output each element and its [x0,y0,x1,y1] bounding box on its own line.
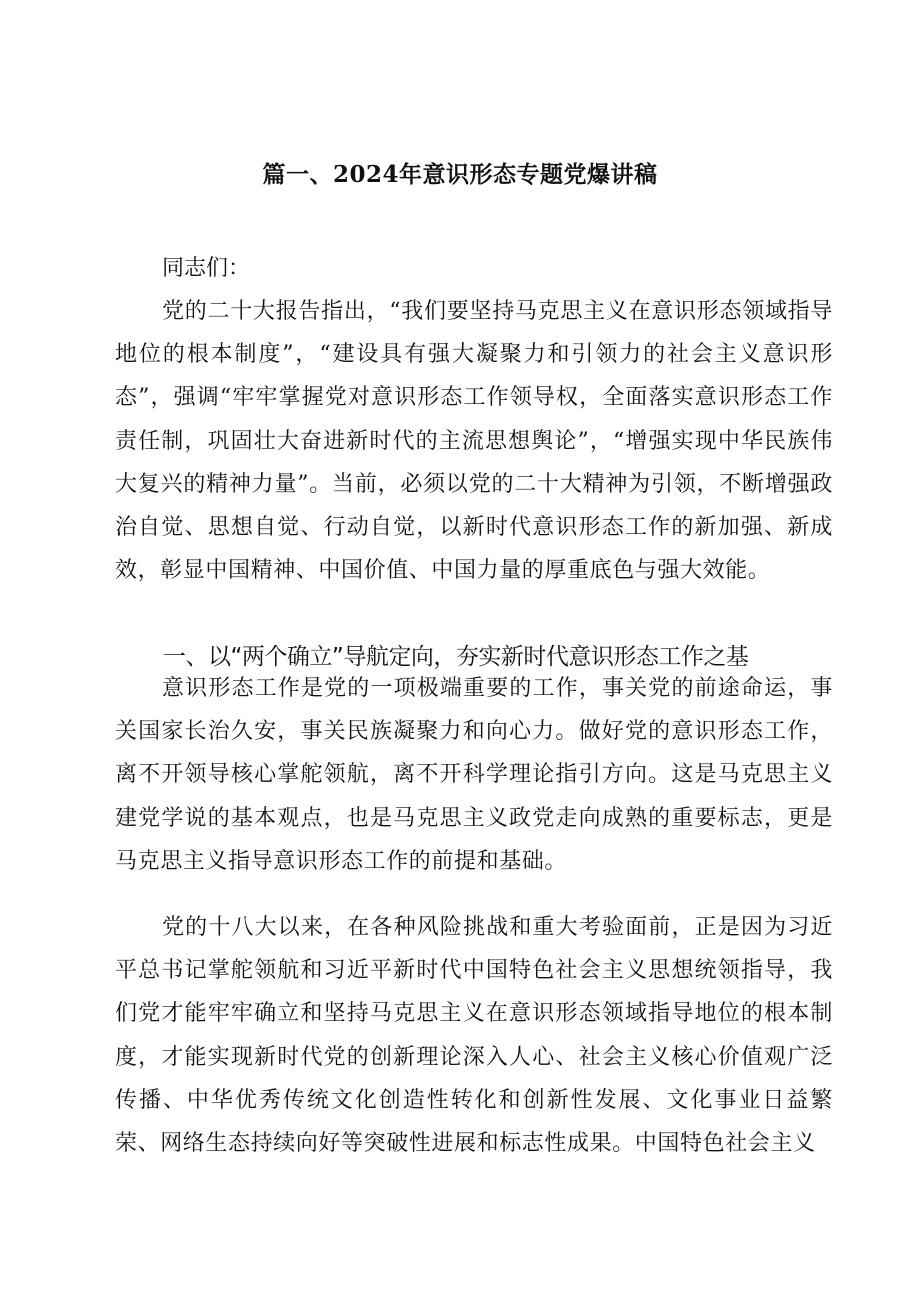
section-heading-1: 一、以“两个确立”导航定向，夯实新时代意识形态工作之基 [163,644,749,670]
paragraph-section-1-a: 意识形态工作是党的一项极端重要的工作，事关党的前途命运，事关国家长治久安，事关民族凝聚力和向心力。做好党的意识形态工作，离不开领导核心掌舵领航，离不开科学理论指引方向。这是马克思主义建党学说的基本观点，也是马克思主义政党走向成熟的重要标志，更是马克思主义指导意识形态工作的前提和基础。 [115,676,833,874]
salutation: 同志们： [162,256,251,281]
paragraph-section-1-b: 党的十八大以来，在各种风险挑战和重大考验面前，正是因为习近平总书记掌舵领航和习近平新时代中国特色社会主义思想统领指导，我们党才能牢牢确立和坚持马克思主义在意识形态领域指导地位的根本制度，才能实现新时代党的创新理论深入人心、社会主义核心价值观广泛传播、中华优秀传统文化创造性转化和创新性发展、文化事业日益繁荣、网络生态持续向好等突破性进展和标志性成果。中国特色社会主义 [115,915,833,1157]
paragraph-intro: 党的二十大报告指出，“我们要坚持马克思主义在意识形态领域指导地位的根本制度”，“建设具有强大凝聚力和引领力的社会主义意识形态”，强调“牢牢掌握党对意识形态工作领导权，全面落实意识形态工作责任制，巩固壮大奋进新时代的主流思想舆论”，“增强实现中华民族伟大复兴的精神力量”。当前，必须以党的二十大精神为引领，不断增强政治自觉、思想自觉、行动自觉，以新时代意识形态工作的新加强、新成效，彰显中国精神、中国价值、中国力量的厚重底色与强大效能。 [115,299,833,584]
document-title: 篇一、2024年意识形态专题党爆讲稿 [262,161,658,188]
